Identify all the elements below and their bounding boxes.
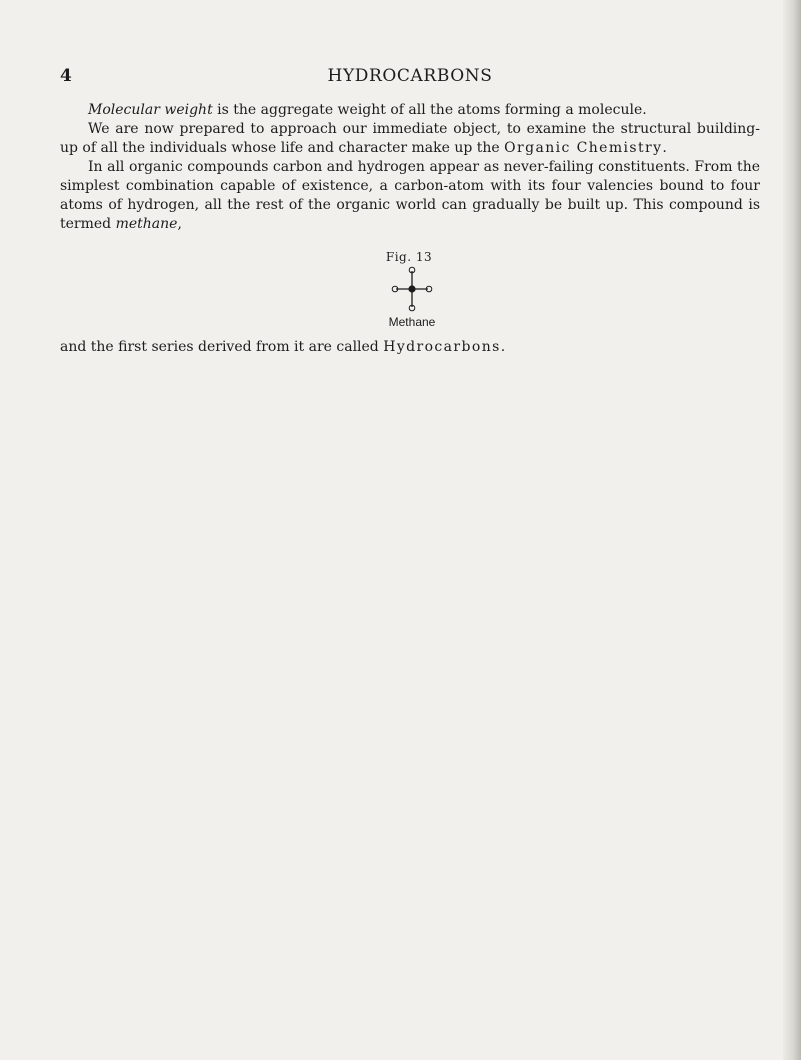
spaced-term-hydrocarbons: Hydrocarbons: [383, 339, 501, 355]
methane-structure-diagram: [387, 265, 437, 315]
body-text: [60, 101, 760, 234]
page-edge-shadow: [783, 0, 801, 1060]
paragraph-text: ,: [177, 216, 182, 232]
page-number: 4: [60, 66, 72, 86]
paragraph-text: In all organic compounds carbon and hydrogen appear as never-failing constituents. From the simplest combination capable of existence, a carbon-atom with its four valencies bound to four atoms of hydrogen, all the rest of the organic world can gradually be built up. This compound is termed: [60, 159, 760, 232]
paragraph-text: We are now prepared to approach our immediate object, to examine the structural building-up of all the individuals whose life and character make up the: [60, 121, 760, 156]
spaced-term-organic-chemistry: Organic Chemistry: [504, 140, 663, 156]
paragraph-organic-chemistry: [60, 120, 760, 158]
figure-caption: Methane: [388, 315, 436, 329]
term-methane: methane: [115, 216, 178, 232]
term-molecular-weight: Molecular weight: [88, 102, 213, 118]
paragraph-molecular-weight: [60, 101, 760, 120]
figure-label: Fig. 13: [385, 250, 433, 264]
paragraph-text: .: [662, 140, 667, 156]
paragraph-text: and the first series derived from it are called: [60, 339, 384, 355]
figure-methane: [352, 250, 472, 329]
running-head: HYDROCARBONS: [327, 66, 493, 86]
paragraph-methane: [60, 158, 760, 234]
paragraph-text: is the aggregate weight of all the atoms forming a molecule.: [212, 102, 647, 118]
carbon-atom: [408, 285, 415, 292]
paragraph-hydrocarbons: [60, 338, 760, 357]
page-header: [60, 66, 760, 90]
paragraph-text: .: [500, 339, 506, 355]
